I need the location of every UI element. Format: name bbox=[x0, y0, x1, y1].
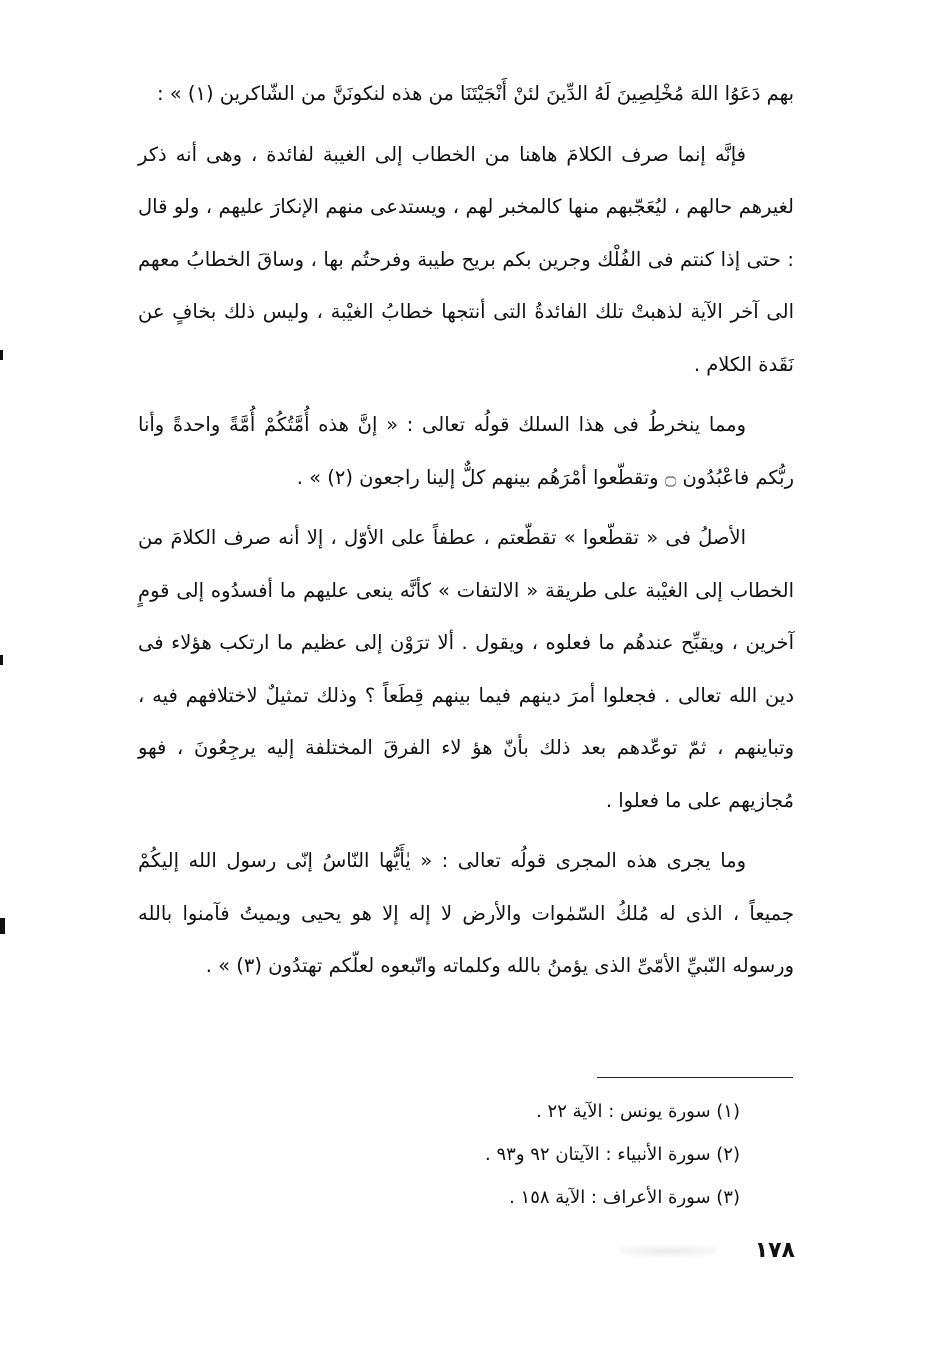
paragraph-3: ومما ينخرطُ فى هذا السلك قولُه تعالى : « إنَّ هذه أُمَّتُكُمْ أُمَّةً واحدةً وأنا ربُّكم فاعْبُدُون ۝ وتقطّعوا أمْرَهُم بينهم كلٌّ إلينا راجعون (٢) » . bbox=[138, 413, 794, 489]
footnote-2: (٢) سورة الأنبياء : الآيتان ٩٢ و٩٣ . bbox=[485, 1144, 740, 1165]
paragraph-2: فإنَّه إنما صرف الكلامَ هاهنا من الخطاب إلى الغيبة لفائدة ، وهى أنه ذكر لغيرهم حالهم ، ليُعَجّبهم منها كالمخبر لهم ، ويستدعى منهم الإنكارَ عليهم ، ولو قال : حتى إذا كنتم فى الفُلْك وجرين بكم بريح طيبة وفرحتُم بها ، وساقَ الخطابُ معهم الى آخر الآية لذهبتْ تلك الفائدةُ التى أنتجها خطابُ الغيْبة ، وليس ذلك بخافٍ عن نَقَدة الكلام . bbox=[138, 142, 794, 376]
scan-edge-mark bbox=[0, 350, 3, 360]
main-text bbox=[138, 68, 794, 993]
page-number: ١٧٨ bbox=[754, 1238, 795, 1263]
footnote-3: (٣) سورة الأعراف : الآية ١٥٨ . bbox=[509, 1187, 740, 1208]
footnote-separator bbox=[597, 1077, 793, 1078]
scan-smudge bbox=[620, 1245, 716, 1257]
paragraph-1: بهم دَعَوُا اللهَ مُخْلِصِينَ لَهُ الدِّينَ لئنْ أَنْجَيْتَنَا من هذه لنكونَنَّ من الشّاكرين (١) » : bbox=[156, 82, 794, 105]
footnotes bbox=[300, 1090, 740, 1219]
footnote-1: (١) سورة يونس : الآية ٢٢ . bbox=[536, 1101, 740, 1122]
paragraph-5: وما يجرى هذه المجرى قولُه تعالى : « يٰأَيُّها النّاسُ إنّى رسول الله إليكُمْ جميعاً ، الذى له مُلكُ السّمٰوات والأرض لا إله إلا هو يحيى ويميتُ فآمنوا بالله ورسوله النّبيِّ الأمّىِّ الذى يؤمنُ بالله وكلماته واتّبعوه لعلّكم تهتدُون (٣) » . bbox=[138, 849, 794, 977]
scan-edge-mark bbox=[0, 918, 5, 934]
paragraph-4: الأصلُ فى « تقطّعوا » تقطّعتم ، عطفاً على الأوّل ، إلا أنه صرف الكلامَ من الخطاب إلى الغيْبة على طريقة « الالتفات » كأنَّه ينعى عليهم ما أفسدُوه إلى قومٍ آخرين ، ويقبِّح عندهُم ما فعلوه ، ويقول . ألا ترَوْن إلى عظيم ما ارتكب هؤلاء فى دين الله تعالى . فجعلوا أمرَ دينهم فيما بينهم قِطَعاً ؟ وذلك تمثيلٌ لاختلافهم فيه ، وتباينهم ، ثمّ توعّدهم بعد ذلك بأنّ هؤ لاء الفرقَ المختلفة إليه يرجِعُونَ ، فهو مُجازيهم على ما فعلوا . bbox=[138, 526, 794, 812]
scan-edge-mark bbox=[0, 655, 3, 665]
